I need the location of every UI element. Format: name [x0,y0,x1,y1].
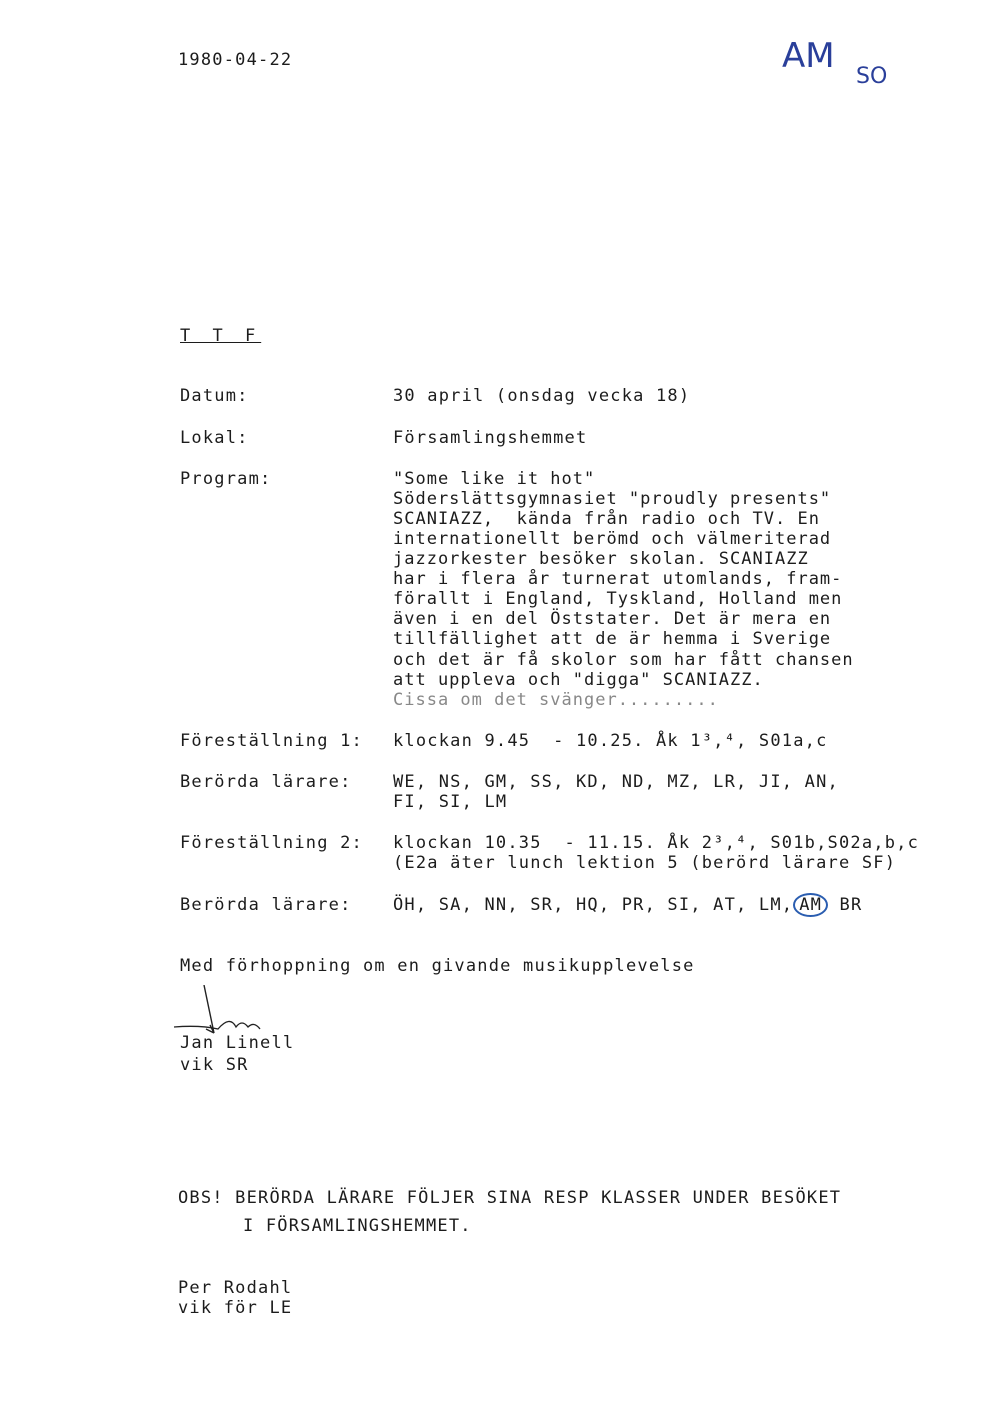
berorda-larare-1-label: Berörda lärare: [180,772,352,792]
footer-title: vik för LE [178,1298,293,1318]
forestallning-1-label: Föreställning 1: [180,731,363,751]
program-line: SCANIAZZ, kända från radio och TV. En [393,509,820,529]
footer-name: Per Rodahl [178,1278,293,1298]
datum-value: 30 april (onsdag vecka 18) [393,386,691,406]
lokal-value: Församlingshemmet [393,428,588,448]
program-line: även i en del Öststater. Det är mera en [393,609,832,629]
forestallning-1-value: klockan 9.45 - 10.25. Åk 1³,⁴, S01a,c [393,731,828,751]
berorda-larare-2-label: Berörda lärare: [180,895,352,915]
program-line: Söderslättsgymnasiet "proudly presents" [393,489,832,509]
berorda-larare-1-line1: WE, NS, GM, SS, KD, ND, MZ, LR, JI, AN, [393,772,839,792]
obs-note-line1: OBS! BERÖRDA LÄRARE FÖLJER SINA RESP KLASSER UNDER BESÖKET [178,1188,842,1208]
document-date: 1980-04-22 [178,50,293,70]
program-line: jazzorkester besöker skolan. SCANIAZZ [393,549,809,569]
program-line: "Some like it hot" [393,469,596,489]
program-line: att uppleva och "digga" SCANIAZZ. [393,670,764,690]
berorda-larare-2-list: ÖH, SA, NN, SR, HQ, PR, SI, AT, LM, [393,895,794,915]
forestallning-2-line2: (E2a äter lunch lektion 5 (berörd lärare SF) [393,853,897,873]
program-line: tillfällighet att de är hemma i Sverige [393,629,832,649]
handwritten-initials-so: SO [856,64,888,89]
berorda-larare-2-value [393,895,862,915]
obs-note-line2: I FÖRSAMLINGSHEMMET. [243,1216,472,1236]
program-line: förallt i England, Tyskland, Holland men [393,589,843,609]
program-line: internationellt berömd och välmeriterad [393,529,832,549]
berorda-larare-2-tail: BR [828,895,863,915]
lokal-label: Lokal: [180,428,249,448]
document-title: T T F [180,326,262,346]
program-line: och det är få skolor som har fått chansen [393,650,854,670]
program-label: Program: [180,469,272,489]
berorda-larare-1-line2: FI, SI, LM [393,792,508,812]
datum-label: Datum: [180,386,249,406]
circled-initials-am: AM [793,893,828,917]
program-line: har i flera år turnerat utomlands, fram- [393,569,843,589]
forestallning-2-label: Föreställning 2: [180,833,363,853]
forestallning-2-line1: klockan 10.35 - 11.15. Åk 2³,⁴, S01b,S02a,b,c [393,833,920,853]
closing-greeting: Med förhoppning om en givande musikupplevelse [180,956,695,976]
handwritten-initials-am: AM [782,36,835,76]
program-line: Cissa om det svänger......... [393,690,719,710]
signature-title: vik SR [180,1055,249,1075]
signature-name: Jan Linell [180,1033,295,1053]
